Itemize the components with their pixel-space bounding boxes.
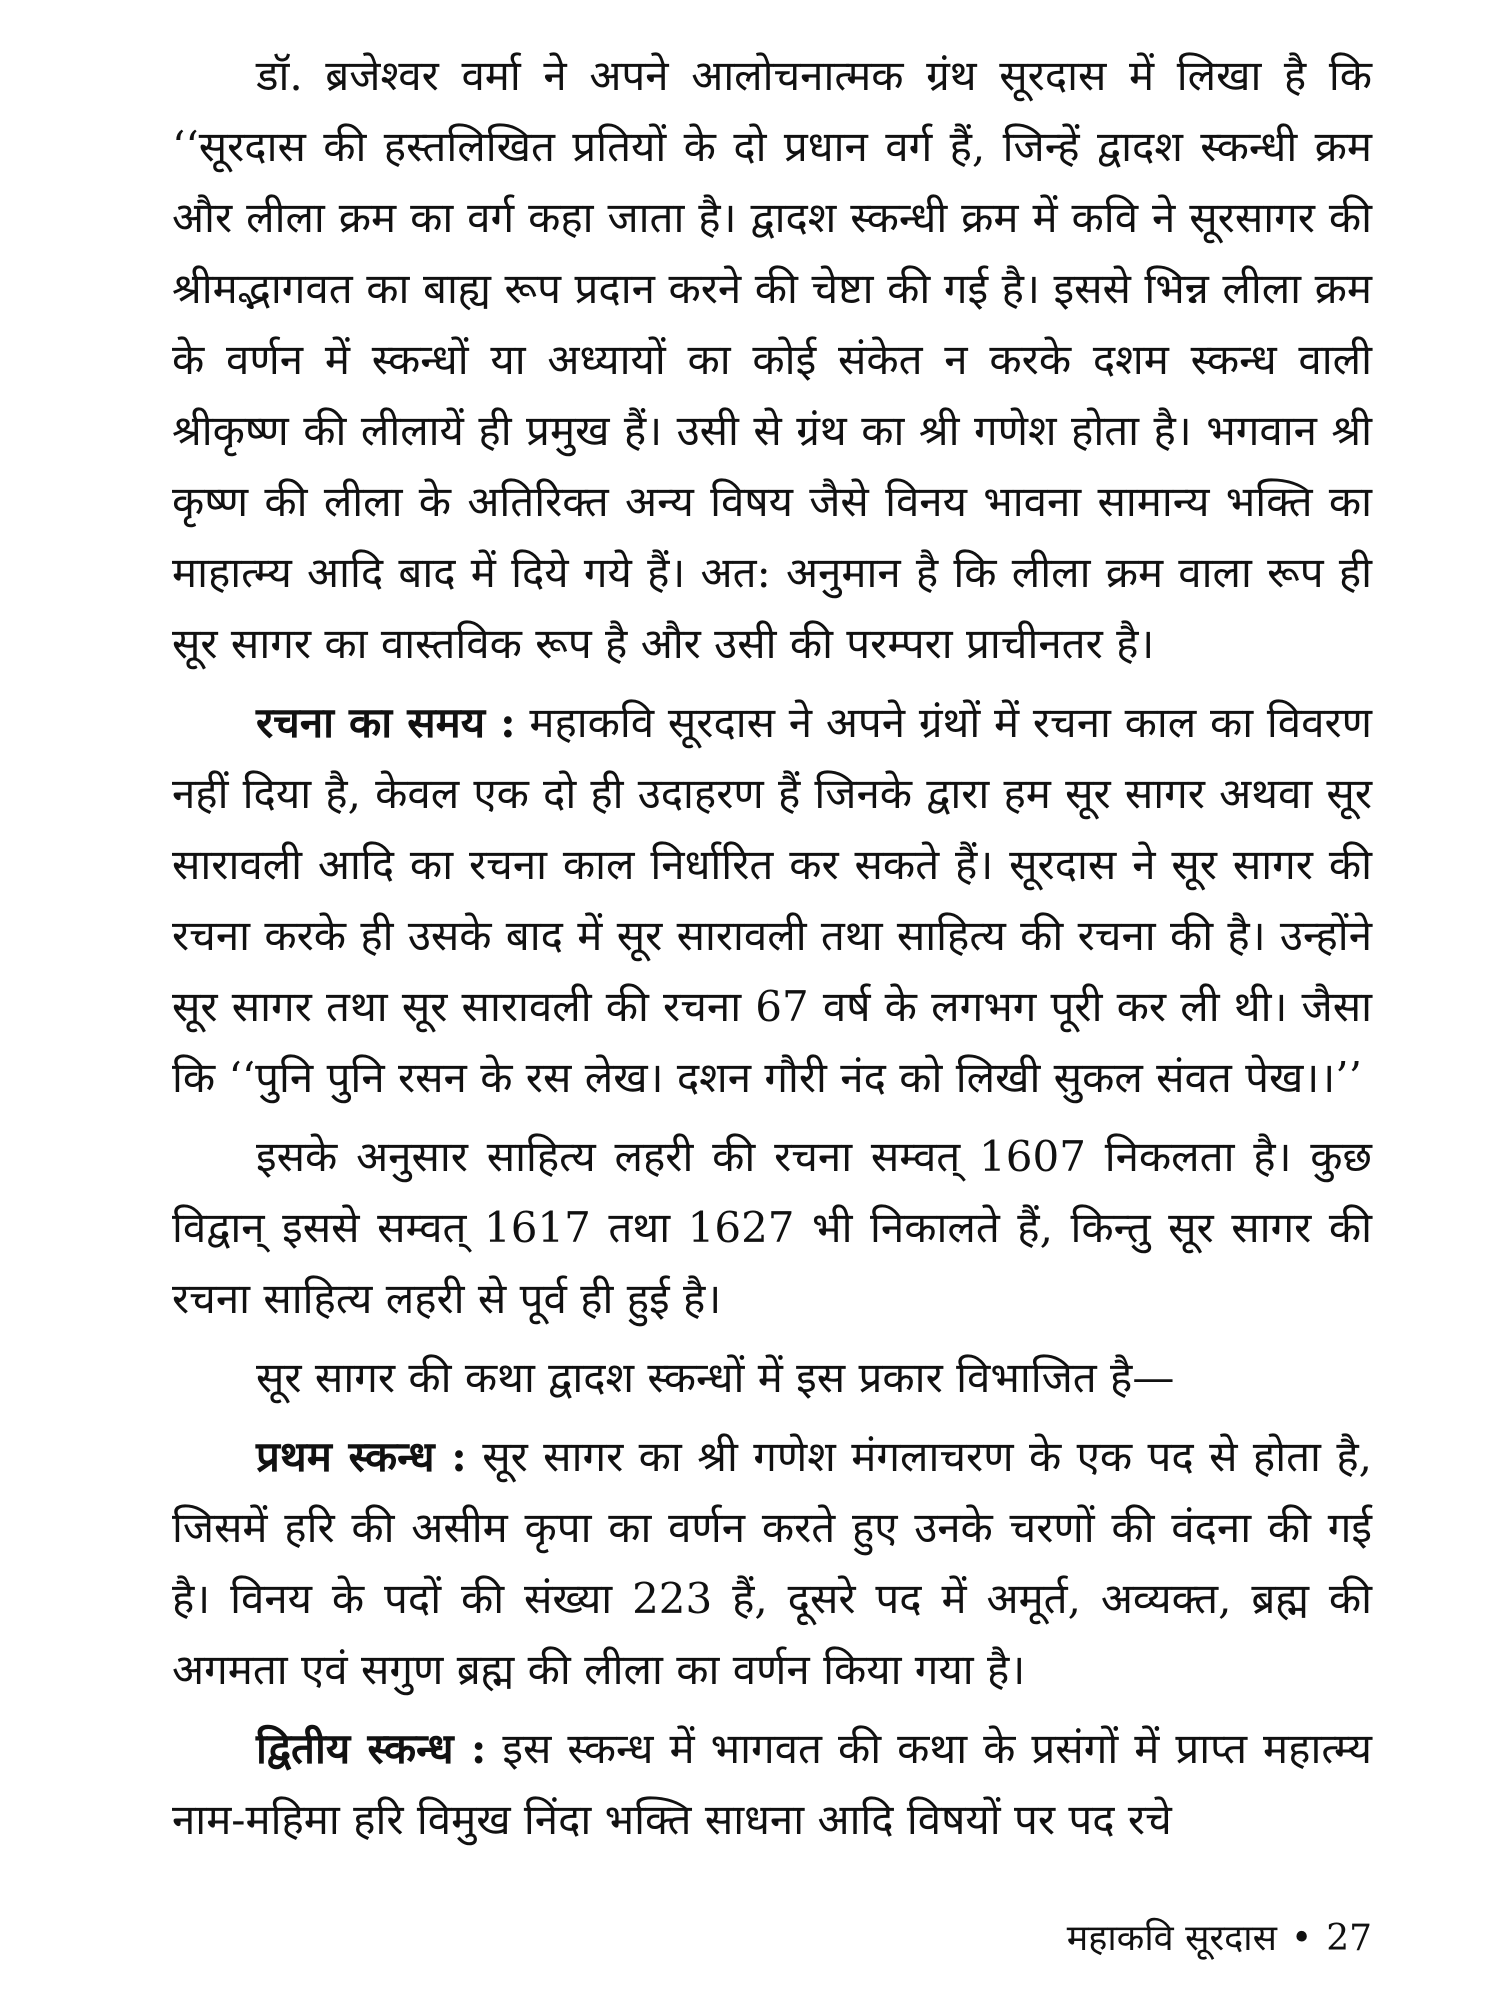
page-number: 27: [1326, 1918, 1372, 1959]
paragraph-text: सूर सागर का श्री गणेश मंगलाचरण के एक पद से होता है, जिसमें हरि की असीम कृपा का वर्णन करते हुए उनके चरणों की वंदना की गई है। विनय के पदों की संख्या 223 हैं, दूसरे पद में अमूर्त, अव्यक्त, ब्रह्म की अगमता एवं सगुण ब्रह्म की लीला का वर्णन किया गया है।: [172, 1432, 1372, 1694]
running-title: महाकवि सूरदास: [1066, 1918, 1277, 1959]
page-body: [172, 40, 1372, 1863]
paragraph-text: सूर सागर की कथा द्वादश स्कन्धों में इस प्रकार विभाजित है—: [256, 1353, 1175, 1402]
section-heading: प्रथम स्कन्ध :: [256, 1432, 467, 1481]
footer-separator: •: [1290, 1918, 1313, 1959]
paragraph-text: डॉ. ब्रजेश्वर वर्मा ने अपने आलोचनात्मक ग्रंथ सूरदास में लिखा है कि ‘‘सूरदास की हस्तलिखित प्रतियों के दो प्रधान वर्ग हैं, जिन्हें द्वादश स्कन्धी क्रम और लीला क्रम का वर्ग कहा जाता है। द्वादश स्कन्धी क्रम में कवि ने सूरसागर की श्रीमद्भागवत का बाह्य रूप प्रदान करने की चेष्टा की गई है। इससे भिन्न लीला क्रम के वर्णन में स्कन्धों या अध्यायों का कोई संकेत न करके दशम स्कन्ध वाली श्रीकृष्ण की लीलायें ही प्रमुख हैं। उसी से ग्रंथ का श्री गणेश होता है। भगवान श्री कृष्ण की लीला के अतिरिक्त अन्य विषय जैसे विनय भावना सामान्य भक्ति का माहात्म्य आदि बाद में दिये गये हैं। अत: अनुमान है कि लीला क्रम वाला रूप ही सूर सागर का वास्तविक रूप है और उसी की परम्परा प्राचीनतर है।: [172, 51, 1372, 668]
paragraph-division: [172, 1342, 1372, 1413]
section-heading: द्वितीय स्कन्ध :: [256, 1724, 487, 1773]
paragraph-intro: [172, 40, 1372, 679]
page-footer: [1067, 1912, 1372, 1961]
paragraph-text: महाकवि सूरदास ने अपने ग्रंथों में रचना काल का विवरण नहीं दिया है, केवल एक दो ही उदाहरण हैं जिनके द्वारा हम सूर सागर अथवा सूर सारावली आदि का रचना काल निर्धारित कर सकते हैं। सूरदास ने सूर सागर की रचना करके ही उसके बाद में सूर सारावली तथा साहित्य की रचना की है। उन्होंने सूर सागर तथा सूर सारावली की रचना 67 वर्ष के लगभग पूरी कर ली थी। जैसा कि ‘‘पुनि पुनि रसन के रस लेख। दशन गौरी नंद को लिखी सुकल संवत पेख।।’’: [172, 698, 1372, 1102]
paragraph-text: इस स्कन्ध में भागवत की कथा के प्रसंगों में प्राप्त महात्म्य नाम-महिमा हरि विमुख निंदा भक्ति साधना आदि विषयों पर पद रचे: [172, 1724, 1373, 1844]
paragraph-composition-time: [172, 687, 1372, 1113]
paragraph-text: इसके अनुसार साहित्य लहरी की रचना सम्वत् 1607 निकलता है। कुछ विद्वान् इससे सम्वत् 1617 तथा 1627 भी निकालते हैं, किन्तु सूर सागर की रचना साहित्य लहरी से पूर्व ही हुई है।: [172, 1132, 1372, 1323]
section-heading: रचना का समय :: [256, 698, 516, 747]
paragraph-first-skandha: [172, 1421, 1372, 1705]
paragraph-samvat: [172, 1121, 1372, 1334]
paragraph-second-skandha: [172, 1713, 1372, 1855]
